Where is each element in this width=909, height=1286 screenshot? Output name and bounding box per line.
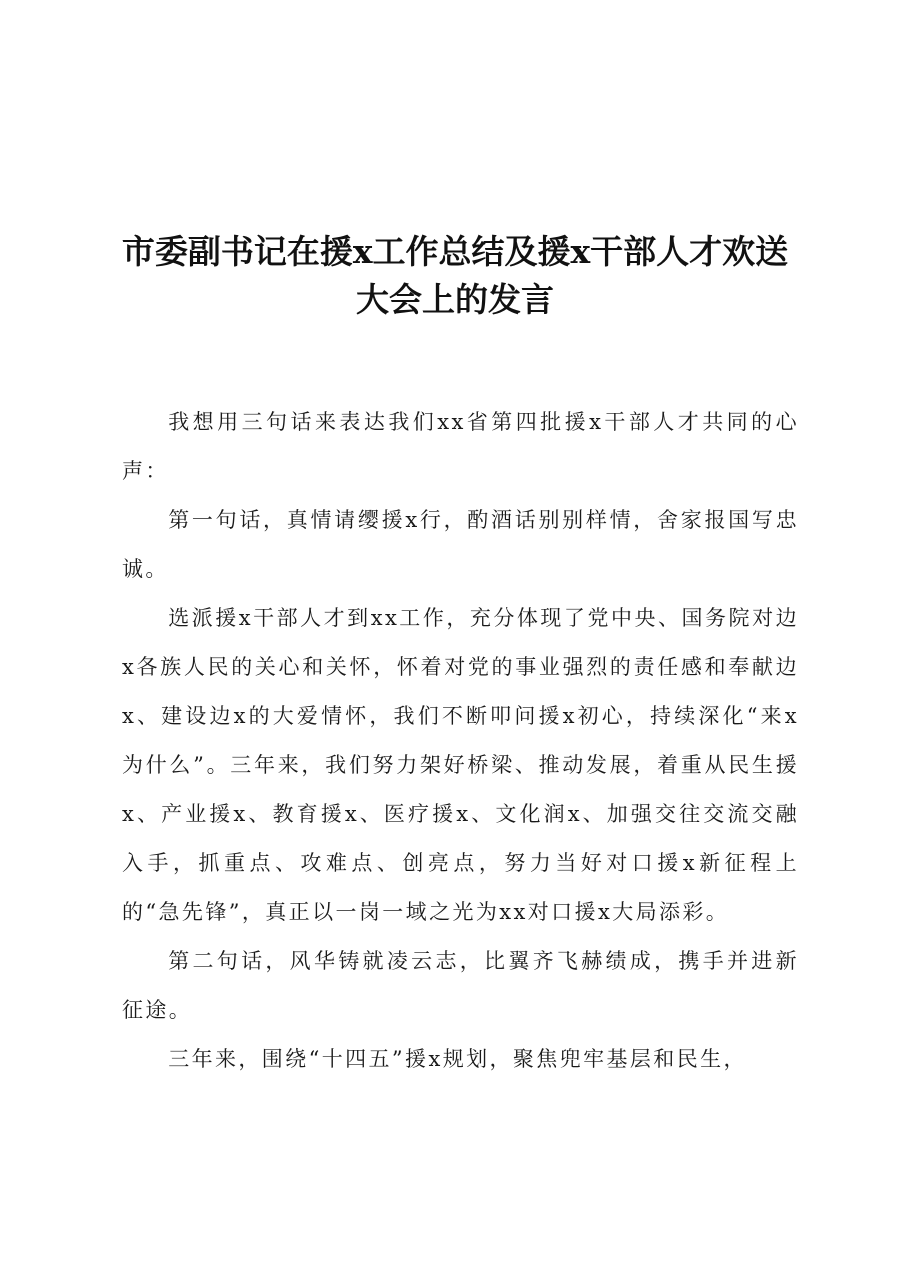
- paragraph: 三年来，围绕“十四五”援x规划，聚焦兜牢基层和民生，: [168, 1047, 747, 1071]
- document-title: 市委副书记在援x工作总结及援x干部人才欢送大会上的发言: [121, 232, 789, 319]
- paragraph: 选派援x干部人才到xx工作，充分体现了党中央、国务院对边x各族人民的关心和关怀，怀着对党的事业强烈的责任感和奉献边x、建设边x的大爱情怀，我们不断叩问援x初心，持续深化“来x为什么”。三年来，我们努力架好桥梁、推动发展，着重从民生援x、产业援x、教育援x、医疗援x、文化润x、加强交往交流交融入手，抓重点、攻难点、创亮点，努力当好对口援x新征程上的“急先锋”，真正以一岗一域之光为xx对口援x大局添彩。: [122, 606, 799, 924]
- paragraph: 我想用三句话来表达我们xx省第四批援x干部人才共同的心声：: [122, 410, 799, 483]
- paragraph: 第一句话，真情请缨援x行，酌酒话别别样情，舍家报国写忠诚。: [122, 508, 799, 581]
- paragraph: 第二句话，风华铸就凌云志，比翼齐飞赫绩成，携手并进新征途。: [122, 949, 799, 1022]
- document-body: [122, 398, 799, 1084]
